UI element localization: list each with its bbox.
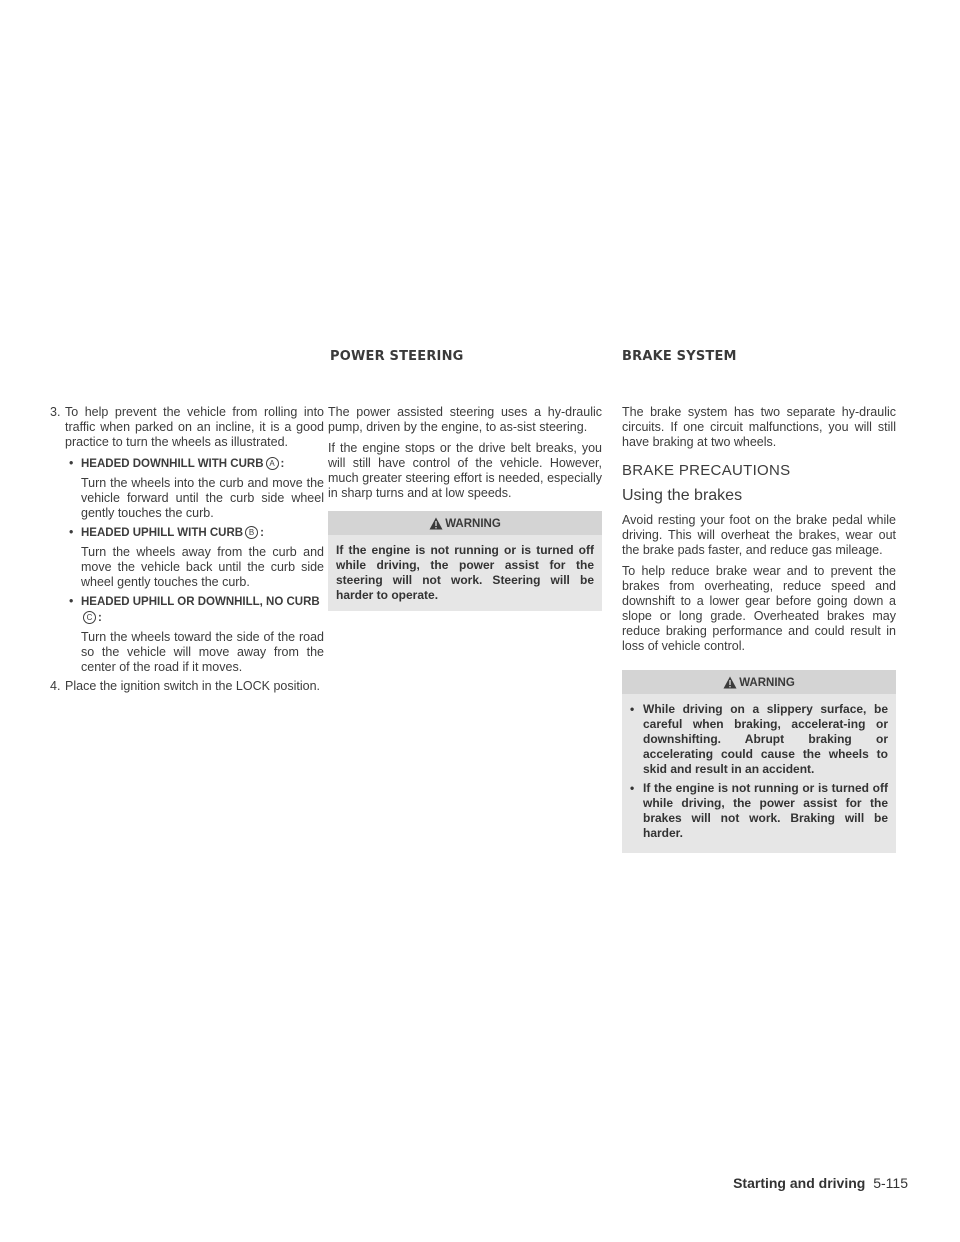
item-number: 3.: [50, 405, 61, 419]
warning-label: WARNING: [739, 677, 795, 689]
list-item-3: [50, 405, 324, 450]
paragraph: Avoid resting your foot on the brake pedal while driving. This will overheat the brakes, wear out the brake pads faster, and reduce gas mileage.: [622, 513, 896, 557]
page-number: 5-115: [873, 1175, 908, 1191]
column-left: [50, 405, 324, 700]
subheading-using-brakes: Using the brakes: [622, 487, 743, 504]
bullet-list: [50, 456, 324, 675]
footer-section: Starting and driving: [733, 1175, 866, 1191]
warning-triangle-icon: [429, 517, 443, 530]
column-middle: [328, 405, 602, 611]
page-footer: [733, 1175, 908, 1191]
paragraph: If the engine stops or the drive belt breaks, you will still have control of the vehicle. However, much greater steering effort is needed, especially in sharp turns and at low speeds.: [328, 441, 602, 500]
section-title-power-steering: POWER STEERING: [330, 349, 464, 364]
warning-text: If the engine is not running or is turned off while driving, the power assist for the steering will not work. Steering will be harder to operate.: [336, 543, 594, 602]
bullet-no-curb: • HEADED UPHILL OR DOWNHILL, NO CURBC :: [69, 594, 320, 624]
warning-body: [328, 535, 602, 611]
warning-header: [622, 670, 896, 694]
marker-a-icon: A: [266, 457, 279, 470]
bullet-downhill-curb: • HEADED DOWNHILL WITH CURB A :: [69, 456, 285, 470]
warning-triangle-icon: [723, 676, 737, 689]
warning-body: [622, 694, 896, 853]
list-item-4: [50, 679, 324, 694]
bullet-heading: HEADED UPHILL WITH CURB: [81, 527, 244, 539]
item-number: 4.: [50, 679, 61, 693]
bullet-body: Turn the wheels toward the side of the road so the vehicle will move away from the center of the road if it moves.: [81, 630, 324, 674]
bullet-body: Turn the wheels away from the curb and move the vehicle back until the curb side wheel gently touches the curb.: [81, 545, 324, 589]
paragraph: The power assisted steering uses a hy-draulic pump, driven by the engine, to as-sist steering.: [328, 405, 602, 434]
bullet-body: Turn the wheels into the curb and move the vehicle forward until the curb side wheel gently touches the curb.: [81, 476, 324, 520]
warning-item: • If the engine is not running or is turned off while driving, the power assist for the brakes will not work. Braking will be harder.: [630, 781, 888, 840]
item-text: To help prevent the vehicle from rolling into traffic when parked on an incline, it is a good practice to turn the wheels as illustrated.: [65, 405, 324, 449]
warning-label: WARNING: [445, 518, 501, 530]
subheading-brake-precautions: BRAKE PRECAUTIONS: [622, 462, 791, 479]
item-text: Place the ignition switch in the LOCK position.: [65, 679, 320, 693]
paragraph: The brake system has two separate hy-draulic circuits. If one circuit malfunctions, you will still have braking at two wheels.: [622, 405, 896, 449]
paragraph: To help reduce brake wear and to prevent the brakes from overheating, reduce speed and downshift to a lower gear before going down a slope or long grade. Overheated brakes may reduce braking performance and could result in loss of vehicle control.: [622, 564, 896, 653]
marker-c-icon: C: [83, 611, 96, 624]
marker-b-icon: B: [245, 526, 258, 539]
warning-header: [328, 511, 602, 535]
column-right: [622, 405, 896, 853]
bullet-heading: HEADED DOWNHILL WITH CURB: [81, 458, 264, 470]
warning-item: • While driving on a slippery surface, be careful when braking, accelerat-ing or downshifting. Abrupt braking or accelerating could cause the wheels to skid and result in an accident.: [630, 702, 888, 776]
bullet-uphill-curb: • HEADED UPHILL WITH CURB B :: [69, 525, 264, 539]
section-title-brake-system: BRAKE SYSTEM: [622, 349, 737, 364]
bullet-heading: HEADED UPHILL OR DOWNHILL, NO CURB: [81, 596, 320, 608]
